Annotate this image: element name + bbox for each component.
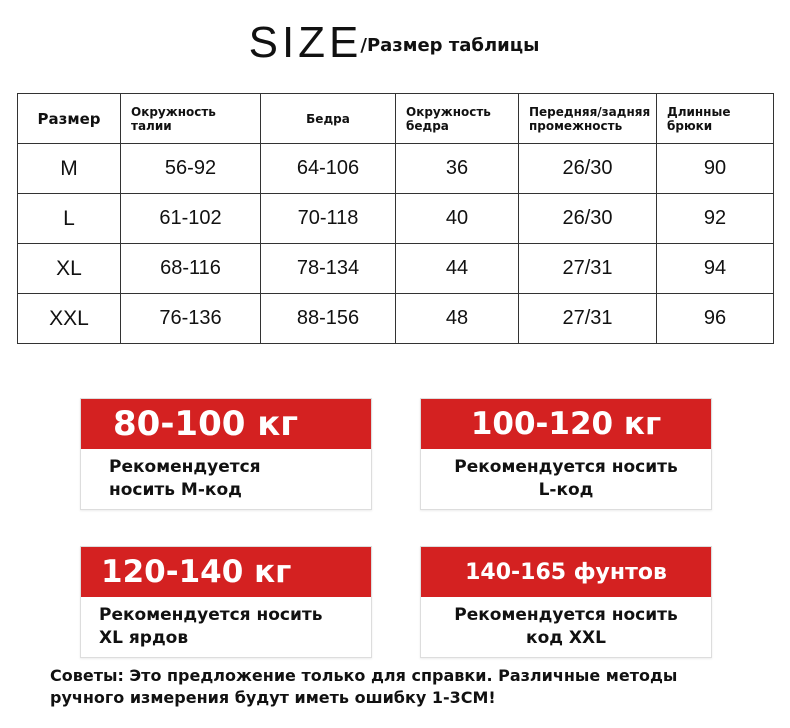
- cell-length: 92: [657, 194, 774, 244]
- header-waist: Окружность талии: [121, 94, 261, 144]
- cell-rise: 26/30: [519, 194, 657, 244]
- cell-length: 90: [657, 144, 774, 194]
- cell-thigh: 48: [396, 294, 519, 344]
- recommendation-line: XL ярдов: [99, 628, 189, 648]
- recommendation-text: [81, 597, 371, 650]
- size-table: [17, 93, 774, 344]
- cell-hips: 64-106: [261, 144, 396, 194]
- recommendation-line: носить M-код: [109, 480, 242, 500]
- weight-card-l: [420, 398, 712, 510]
- table-header-row: [18, 94, 774, 144]
- cell-thigh: 44: [396, 244, 519, 294]
- tips-line: Советы: Это предложение только для справки. Различные методы: [50, 666, 678, 685]
- cell-length: 94: [657, 244, 774, 294]
- tips-line: ручного измерения будут иметь ошибку 1-3CM!: [50, 688, 496, 707]
- cell-rise: 27/31: [519, 244, 657, 294]
- page-title: [0, 18, 790, 68]
- recommendation-line: Рекомендуется: [109, 457, 261, 477]
- cell-waist: 61-102: [121, 194, 261, 244]
- recommendation-line: Рекомендуется носить: [454, 457, 678, 477]
- cell-waist: 76-136: [121, 294, 261, 344]
- cell-size: M: [18, 144, 121, 194]
- header-hips: Бедра: [261, 94, 396, 144]
- recommendation-line: код XXL: [526, 628, 606, 648]
- weight-card-m: [80, 398, 372, 510]
- recommendation-line: L-код: [538, 480, 594, 500]
- title-subtitle: /Размер таблицы: [360, 34, 540, 56]
- cell-hips: 88-156: [261, 294, 396, 344]
- cell-size: XL: [18, 244, 121, 294]
- recommendation-text: [81, 449, 371, 502]
- recommendation-line: Рекомендуется носить: [99, 605, 323, 625]
- cell-size: L: [18, 194, 121, 244]
- table-row: [18, 194, 774, 244]
- tips-note: [50, 665, 750, 709]
- header-rise: Передняя/задняя промежность: [519, 94, 657, 144]
- header-thigh: Окружность бедра: [396, 94, 519, 144]
- cell-hips: 70-118: [261, 194, 396, 244]
- table-row: [18, 244, 774, 294]
- cell-thigh: 36: [396, 144, 519, 194]
- weight-band: 120-140 кг: [81, 547, 371, 597]
- cell-size: XXL: [18, 294, 121, 344]
- recommendation-text: [421, 449, 711, 502]
- cell-waist: 68-116: [121, 244, 261, 294]
- weight-band: 140-165 фунтов: [421, 547, 711, 597]
- cell-thigh: 40: [396, 194, 519, 244]
- table-row: [18, 144, 774, 194]
- header-length: Длинные брюки: [657, 94, 774, 144]
- weight-card-xxl: [420, 546, 712, 658]
- cell-length: 96: [657, 294, 774, 344]
- recommendation-line: Рекомендуется носить: [454, 605, 678, 625]
- weight-band: 80-100 кг: [81, 399, 371, 449]
- cell-waist: 56-92: [121, 144, 261, 194]
- title-size: SIZE: [248, 18, 363, 67]
- recommendation-text: [421, 597, 711, 650]
- table-row: [18, 294, 774, 344]
- header-size: Размер: [18, 94, 121, 144]
- weight-card-xl: [80, 546, 372, 658]
- weight-band: 100-120 кг: [421, 399, 711, 449]
- cell-hips: 78-134: [261, 244, 396, 294]
- cell-rise: 27/31: [519, 294, 657, 344]
- cell-rise: 26/30: [519, 144, 657, 194]
